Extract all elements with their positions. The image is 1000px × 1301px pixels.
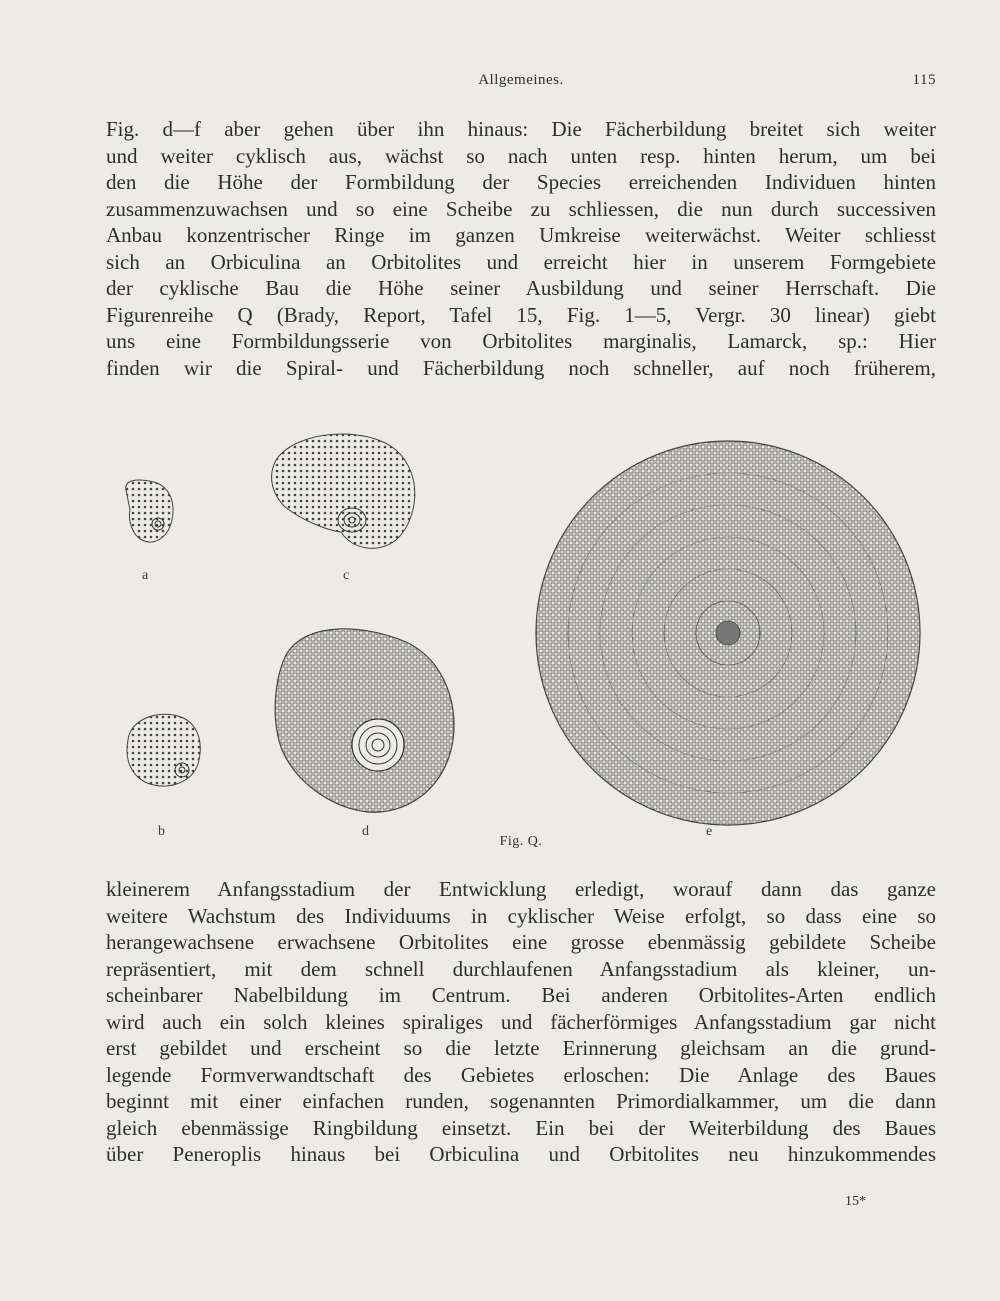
text-line: kleinerem Anfangsstadium der Entwicklung erledigt, worauf dann das ganze [106, 877, 936, 901]
paragraph-bottom [106, 876, 936, 1168]
text-line: wird auch ein solch kleines spiraliges und fächerförmiges Anfangsstadium gar nicht [106, 1009, 936, 1034]
figure-label-b: b [158, 824, 165, 839]
text-line: gleich ebenmässige Ringbildung einsetzt. Ein bei der Weiterbildung des Baues [106, 1115, 936, 1140]
text-line: legende Formverwandtschaft des Gebietes erloschen: Die Anlage des Baues [106, 1062, 936, 1087]
running-head [106, 72, 936, 98]
specimen-d [275, 629, 454, 812]
text-line: weitere Wachstum des Individuums in cyklischer Weise erfolgt, so dass eine so [106, 903, 936, 928]
figure-caption: Fig. Q. [499, 834, 543, 849]
specimen-c [272, 434, 415, 548]
running-head-title: Allgemeines. [478, 72, 564, 88]
figure-q [106, 420, 936, 860]
text-line: sich an Orbiculina an Orbitolites und erreicht hier in unserem Formgebiete [106, 249, 936, 274]
sheet-signature: 15* [845, 1194, 866, 1209]
text-line: repräsentiert, mit dem schnell durchlaufenen Anfangsstadium als kleiner, un- [106, 956, 936, 981]
specimen-b [127, 714, 200, 786]
figure-label-c: c [343, 568, 350, 583]
text-line: zusammenzuwachsen und so eine Scheibe zu schliessen, die nun durch successiven [106, 196, 936, 221]
text-line: scheinbarer Nabelbildung im Centrum. Bei anderen Orbitolites-Arten endlich [106, 983, 936, 1007]
text-line: erst gebildet und erscheint so die letzte Erinnerung gleichsam an die grund- [106, 1036, 936, 1060]
text-line: und weiter cyklisch aus, wächst so nach unten resp. hinten herum, um bei [106, 143, 936, 168]
specimen-a [126, 480, 173, 542]
paragraph-top [106, 116, 936, 381]
page-number: 115 [912, 72, 936, 88]
text-line: über Peneroplis hinaus bei Orbiculina und Orbitolites neu hinzukommendes [106, 1142, 936, 1166]
figure-label-d: d [362, 824, 369, 839]
text-line: beginnt mit einer einfachen runden, sogenannten Primordialkammer, um die dann [106, 1089, 936, 1113]
figure-illustration [106, 420, 936, 860]
text-line: Fig. d—f aber gehen über ihn hinaus: Die Fächerbildung breitet sich weiter [106, 117, 936, 141]
text-line: den die Höhe der Formbildung der Species erreichenden Individuen hinten [106, 170, 936, 194]
text-line: Anbau konzentrischer Ringe im ganzen Umkreise weiterwächst. Weiter schliesst [106, 223, 936, 247]
text-line: finden wir die Spiral- und Fächerbildung noch schneller, auf noch früherem, [106, 355, 936, 380]
text-line: uns eine Formbildungsserie von Orbitolites marginalis, Lamarck, sp.: Hier [106, 329, 936, 353]
text-line: Figurenreihe Q (Brady, Report, Tafel 15, Fig. 1—5, Vergr. 30 linear) giebt [106, 302, 936, 327]
figure-label-a: a [142, 568, 149, 583]
text-line: herangewachsene erwachsene Orbitolites eine grosse ebenmässig gebildete Scheibe [106, 930, 936, 954]
specimen-e [536, 441, 920, 825]
text-line: der cyklische Bau die Höhe seiner Ausbildung und seiner Herrschaft. Die [106, 276, 936, 300]
figure-label-e: e [706, 824, 713, 839]
